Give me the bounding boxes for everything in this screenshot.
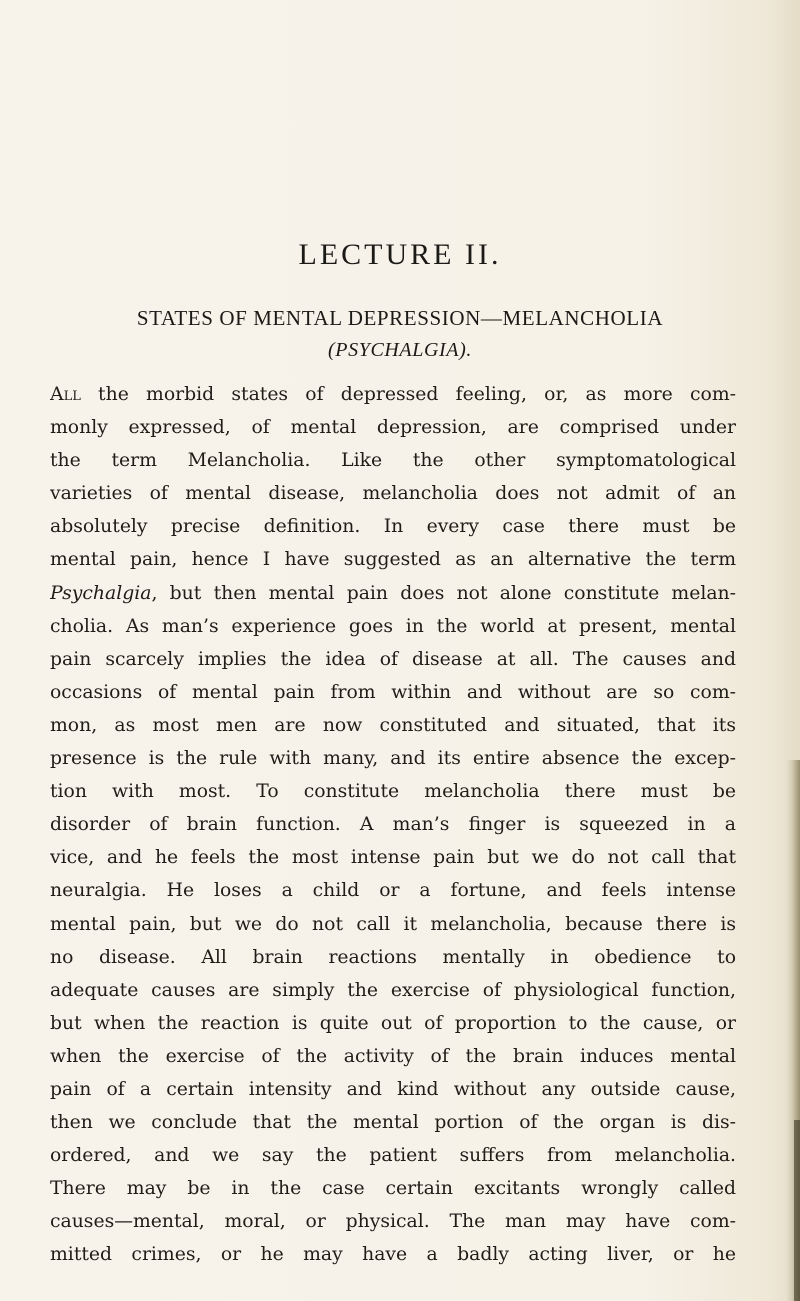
opening-word: All bbox=[50, 384, 81, 405]
text-line-24: ordered, and we say the patient suffers from melancholia. bbox=[50, 1145, 736, 1167]
text-line-20: but when the reaction is quite out of proportion to the cause, or bbox=[50, 1012, 736, 1034]
chapter-subtitle: (PSYCHALGIA). bbox=[328, 339, 472, 361]
text-line-23: then we conclude that the mental portion of the organ is dis- bbox=[50, 1112, 736, 1134]
text-line-27: mitted crimes, or he may have a badly acting liver, or he bbox=[50, 1244, 736, 1266]
text-line-5: absolutely precise definition. In every case there must be bbox=[50, 516, 736, 538]
text-line-6: mental pain, hence I have suggested as an alternative the term bbox=[50, 549, 736, 571]
text-line-22: pain of a certain intensity and kind without any outside cause, bbox=[50, 1078, 736, 1100]
text-line-10: occasions of mental pain from within and without are so com- bbox=[50, 681, 736, 703]
text-line-2: monly expressed, of mental depression, are comprised under bbox=[50, 417, 736, 439]
text-line-1-rest: the morbid states of depressed feeling, or, as more com- bbox=[80, 384, 736, 405]
chapter-title-main: STATES OF MENTAL DEPRESSION—MELANCHOLIA bbox=[136, 306, 664, 330]
text-line-11: mon, as most men are now constituted and situated, that its bbox=[50, 714, 736, 736]
text-line-26: causes—mental, moral, or physical. The man may have com- bbox=[50, 1211, 736, 1233]
text-line-17: mental pain, but we do not call it melancholia, because there is bbox=[50, 913, 736, 935]
chapter-title bbox=[0, 302, 800, 366]
body-paragraph bbox=[50, 378, 736, 1272]
text-line-3: the term Melancholia. Like the other symptomatological bbox=[50, 450, 736, 472]
text-line-1 bbox=[50, 378, 736, 411]
text-line-25: There may be in the case certain excitants wrongly called bbox=[50, 1178, 736, 1200]
text-line-16: neuralgia. He loses a child or a fortune, and feels intense bbox=[50, 880, 736, 902]
text-line-9: pain scarcely implies the idea of disease at all. The causes and bbox=[50, 648, 736, 670]
text-line-14: disorder of brain function. A man’s finger is squeezed in a bbox=[50, 814, 736, 836]
text-line-19: adequate causes are simply the exercise of physiological function, bbox=[50, 979, 736, 1001]
text-line-13: tion with most. To constitute melancholia there must be bbox=[50, 781, 736, 803]
italic-term: Psychalgia bbox=[50, 582, 152, 604]
text-line-15: vice, and he feels the most intense pain but we do not call that bbox=[50, 847, 736, 869]
text-line-12: presence is the rule with many, and its entire absence the excep- bbox=[50, 748, 736, 770]
text-line-18: no disease. All brain reactions mentally in obedience to bbox=[50, 946, 736, 968]
text-line-7-rest: , but then mental pain does not alone constitute melan- bbox=[151, 582, 736, 604]
page-edge-binding bbox=[794, 1120, 800, 1301]
text-line-8: cholia. As man’s experience goes in the world at present, mental bbox=[50, 615, 736, 637]
text-line-21: when the exercise of the activity of the brain induces mental bbox=[50, 1045, 736, 1067]
text-line-7 bbox=[50, 577, 736, 610]
text-line-4: varieties of mental disease, melancholia does not admit of an bbox=[50, 483, 736, 505]
lecture-title: LECTURE II. bbox=[298, 238, 502, 271]
